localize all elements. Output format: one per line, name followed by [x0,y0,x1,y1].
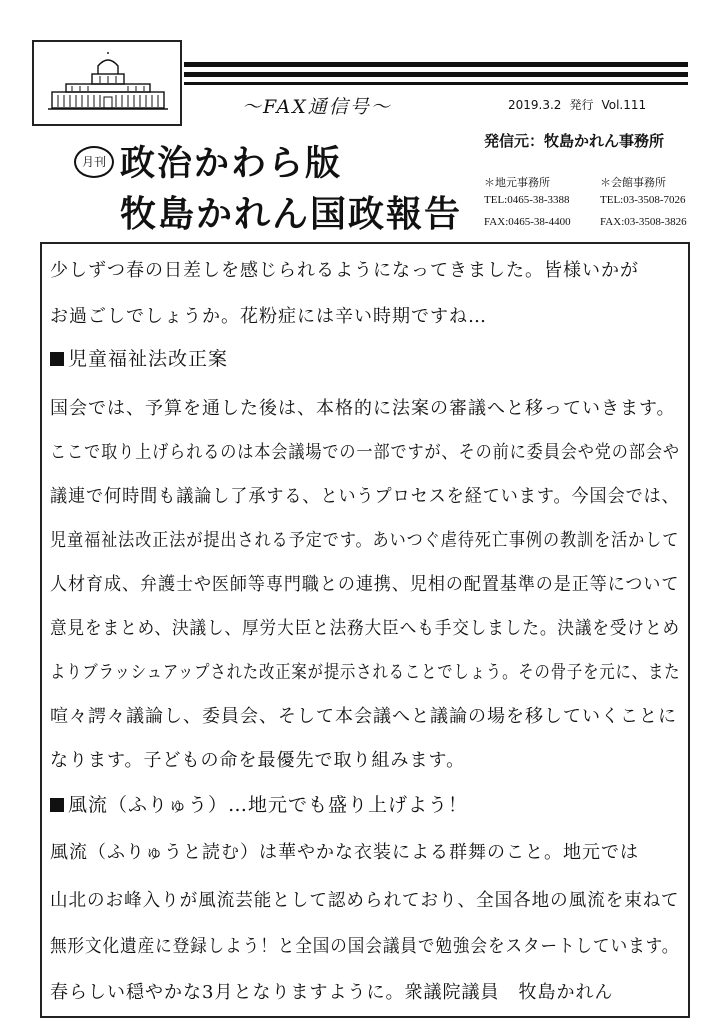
body-line: 風流（ふりゅうと読む）は華やかな衣装による群舞のこと。地元では [50,842,639,863]
square-bullet-icon [50,352,64,366]
section-heading [50,790,468,817]
body-line: 喧々諤々議論し、委員会、そして本会議へと議論の場を移していくことに [50,706,677,727]
sender: 発信元：牧島かれん事務所 [484,132,665,150]
section-heading-text: 風流（ふりゅう）…地元でも盛り上げよう！ [68,794,469,816]
diet-building-logo [32,40,182,126]
local-office-tel: TEL:0465-38-3388 [484,194,570,206]
hall-office-label: ＊会館事務所 [600,177,666,189]
issue-info [508,96,646,113]
issue-label: 発行 [569,98,594,112]
body-line: ここで取り上げられるのは本会議場での一部ですが、その前に委員会や党の部会や [50,442,680,463]
body-line: よりブラッシュアップされた改正案が提示されることでしょう。その骨子を元に、また [50,662,681,683]
issue-date: 2019.3.2 [508,98,562,112]
message-body [40,242,690,1018]
header-rule [184,72,688,77]
fax-title: ～FAX通信号～ [242,96,392,118]
monthly-badge: 月刊 [74,146,114,178]
body-line: 人材育成、弁護士や医師等専門職との連携、児相の配置基準の是正等について [50,574,680,595]
body-line: 国会では、予算を通した後は、本格的に法案の審議へと移っていきます。 [50,398,676,419]
section-heading [50,344,228,371]
newsletter-title: 政治かわら版 [120,143,343,184]
body-line: 春らしい穏やかな3月となりますように。衆議院議員 牧島かれん [50,982,614,1003]
hall-office-tel: TEL:03-3508-7026 [600,194,686,206]
body-line: 山北のお峰入りが風流芸能として認められており、全国各地の風流を束ねて [50,890,680,911]
diet-building-icon [46,52,170,114]
body-line: 無形文化遺産に登録しよう！と全国の国会議員で勉強会をスタートしています。 [50,936,680,957]
body-line: 少しずつ春の日差しを感じられるようになってきました。皆様いかが [50,260,639,281]
header-rule [184,82,688,85]
body-line: なります。子どもの命を最優先で取り組みます。 [50,750,466,771]
local-office-label: ＊地元事務所 [484,177,550,189]
body-line: 意見をまとめ、決議し、厚労大臣と法務大臣へも手交しました。決議を受けとめ [50,618,680,639]
issue-volume: Vol.111 [601,98,647,112]
newsletter-subtitle: 牧島かれん国政報告 [120,193,463,235]
body-line: お過ごしでしょうか。花粉症には辛い時期ですね… [50,306,487,327]
header-rule [184,62,688,67]
hall-office-fax: FAX:03-3508-3826 [600,216,687,228]
body-line: 児童福祉法改正法が提出される予定です。あいつぐ虐待死亡事例の教訓を活かして [50,530,680,551]
body-line: 議連で何時間も議論し了承する、というプロセスを経ています。今国会では、 [50,486,680,507]
section-heading-text: 児童福祉法改正案 [68,348,229,370]
local-office-fax: FAX:0465-38-4400 [484,216,571,228]
square-bullet-icon [50,798,64,812]
